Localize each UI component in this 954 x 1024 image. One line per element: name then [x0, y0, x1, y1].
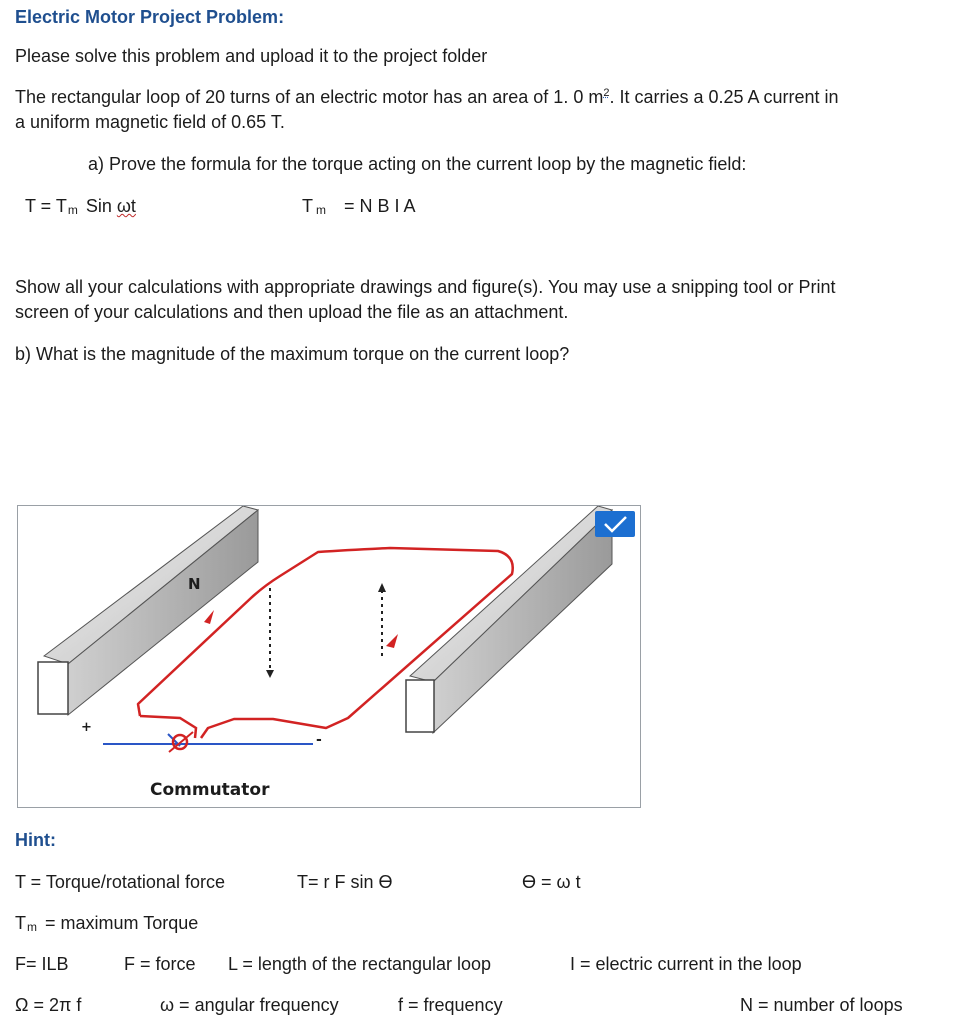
formula2-rhs: = N B I A [344, 196, 416, 216]
hint-tm-subscript: m [27, 920, 37, 934]
hint-torque-def: T = Torque/rotational force [15, 872, 225, 892]
formula2-lhs: T [302, 196, 313, 216]
hint-omega-eq: Ω = 2π f [15, 995, 82, 1015]
problem-line1-part-b: . It carries a 0.25 A current in [609, 87, 839, 107]
north-pole-label: N [188, 575, 201, 593]
show-work-line2: screen of your calculations and then upload the file as an attachment. [15, 302, 569, 322]
problem-line1-part-a: The rectangular loop of 20 turns of an electric motor has an area of 1. 0 m [15, 87, 604, 107]
hint-force-def: F = force [124, 954, 196, 974]
hint-force-eq: F= ILB [15, 954, 69, 974]
show-work-line1: Show all your calculations with appropriate drawings and figure(s). You may use a snipping tool or Print [15, 277, 836, 297]
torque-formula-1 [25, 195, 136, 219]
formula1-lhs: T = T [25, 196, 67, 216]
motor-diagram [17, 505, 641, 808]
torque-formula-2 [302, 195, 416, 219]
field-arrow-down [266, 588, 274, 678]
hint-current-def: I = electric current in the loop [570, 954, 802, 974]
hint-heading: Hint: [15, 830, 56, 850]
commutator-circuit [103, 732, 313, 752]
hint-angular-def: ω = angular frequency [160, 995, 339, 1015]
negative-terminal-label: - [316, 732, 322, 748]
part-a-prompt: a) Prove the formula for the torque acting on the current loop by the magnetic field: [88, 154, 747, 174]
hint-frequency-def: f = frequency [398, 995, 503, 1015]
formula1-omega-t: ωt [116, 196, 136, 216]
commutator-label: Commutator [150, 780, 270, 800]
formula1-sin: Sin [85, 196, 112, 216]
problem-statement-line2: a uniform magnetic field of 0.65 T. [15, 112, 285, 132]
problem-statement-line1 [15, 86, 839, 111]
hint-tm-symbol: T [15, 913, 26, 933]
hint-max-torque [15, 912, 198, 936]
hint-loops-def: N = number of loops [740, 995, 903, 1015]
hint-tm-def: = maximum Torque [45, 913, 199, 933]
motor-diagram-graphic [18, 506, 642, 809]
hint-torque-eq: T= r F sin ϴ [297, 872, 393, 892]
south-magnet [406, 506, 612, 733]
check-badge [595, 511, 635, 537]
area-unit-superscript: 2 [603, 87, 610, 99]
problem-title: Electric Motor Project Problem: [15, 7, 285, 27]
hint-length-def: L = length of the rectangular loop [228, 954, 492, 974]
part-b-prompt: b) What is the magnitude of the maximum torque on the current loop? [15, 344, 570, 364]
formula1-subscript: m [67, 203, 78, 217]
instruction-text: Please solve this problem and upload it to the project folder [15, 46, 488, 66]
field-arrow-up [378, 583, 386, 656]
hint-theta-eq: ϴ = ω t [522, 872, 581, 892]
north-magnet [38, 506, 258, 715]
formula2-subscript: m [316, 203, 326, 217]
positive-terminal-label: + [81, 720, 92, 735]
